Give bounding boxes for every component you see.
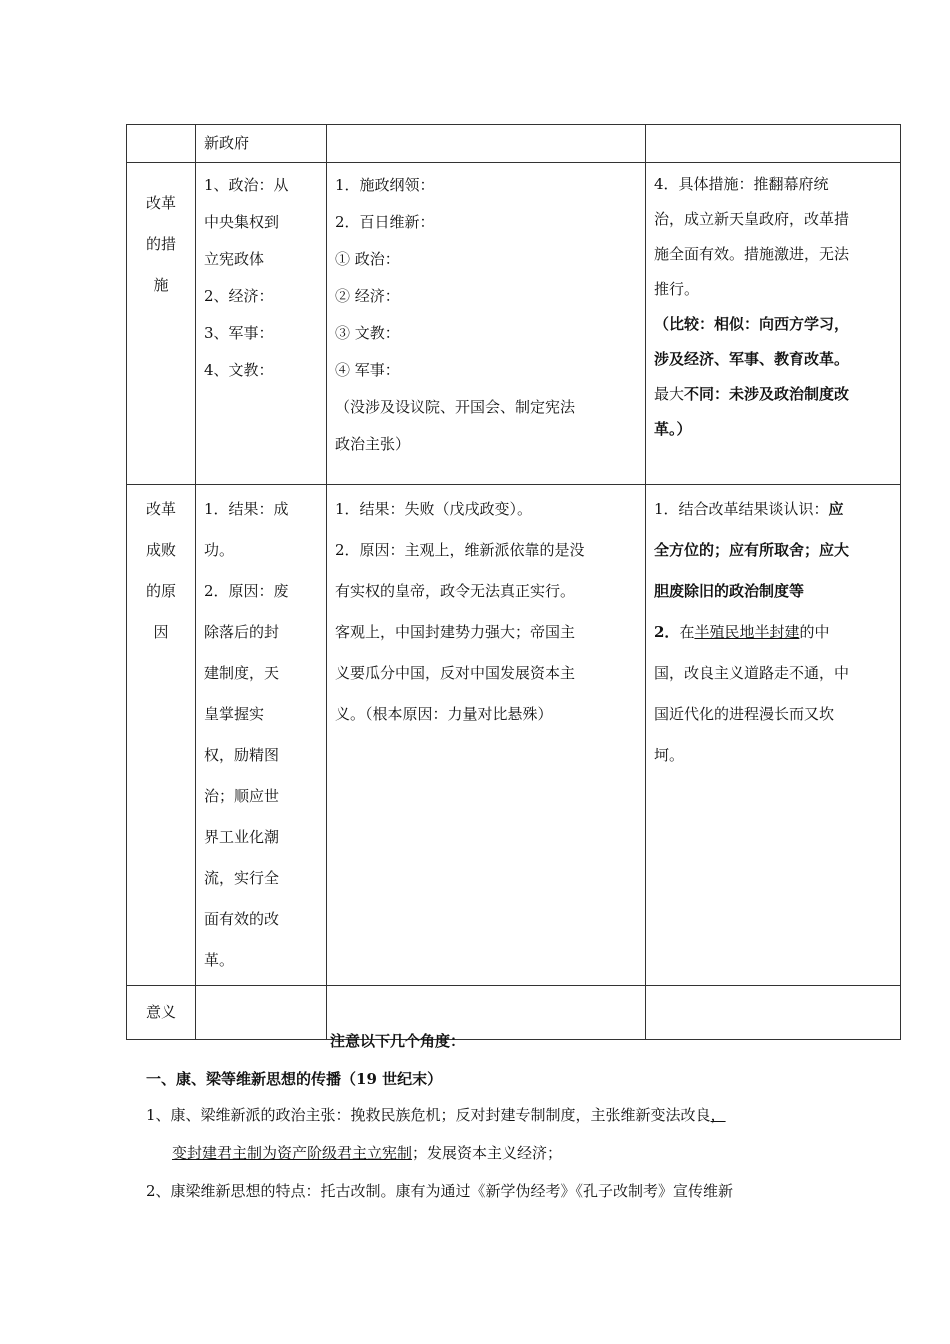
paragraph-text: 1、康、梁维新派的政治主张：挽救民族危机；反对封建专制制度，主张维新变法改良 (146, 1106, 711, 1124)
cell-text: 新政府 (204, 134, 250, 152)
cell-line: 国近代化的进程漫长而又坎 (654, 705, 835, 723)
cell-line: ② 经济： (335, 287, 400, 305)
section-heading: 一、康、梁等维新思想的传播（19 世纪末） (146, 1070, 443, 1088)
cell-line: ④ 军事： (335, 361, 400, 379)
row-header-text: 意义 (145, 1003, 176, 1021)
cell-line: ① 政治： (335, 250, 400, 268)
cell-line: 2．百日维新： (335, 213, 435, 231)
table-row (127, 163, 901, 485)
paragraph-line (146, 1104, 726, 1125)
table-cell (646, 986, 901, 1040)
row-header-text: 改革 (145, 194, 176, 212)
cell-line: 界工业化潮 (204, 828, 280, 846)
underlined-text: 变封建君主制为资产阶级君主立宪制 (172, 1144, 413, 1162)
cell-line: 革。 (204, 951, 235, 969)
cell-text-bold: 不同：未涉及政治制度改 (684, 385, 850, 403)
cell-line: 2．原因：主观上，维新派依靠的是没 (335, 541, 585, 559)
row-header-text: 的原 (145, 582, 176, 600)
row-header-text: 成败 (145, 541, 176, 559)
reform-comparison-table (126, 124, 901, 1040)
cell-line: 2．原因：废 (204, 582, 289, 600)
cell-line: 立宪政体 (204, 250, 265, 268)
cell-line-bold: 胆废除旧的政治制度等 (654, 582, 805, 600)
cell-text: 最大 (654, 385, 685, 403)
table-cell (327, 163, 646, 485)
cell-line: 中央集权到 (204, 213, 280, 231)
paragraph-text: ；发展资本主义经济； (412, 1144, 563, 1162)
table-cell (327, 485, 646, 986)
cell-line: 除落后的封 (204, 623, 280, 641)
cell-text: 1．结合改革结果谈认识： (654, 500, 829, 518)
cell-text-bold: 应 (828, 500, 844, 518)
paragraph-line: 2、康梁维新思想的特点：托古改制。康有为通过《新学伪经考》《孔子改制考》宣传维新 (146, 1182, 734, 1200)
cell-line: 4、文教： (204, 361, 274, 379)
cell-line-bold: 革。） (654, 420, 692, 438)
cell-line: 客观上，中国封建势力强大；帝国主 (335, 623, 576, 641)
cell-line: 政治主张） (335, 435, 411, 453)
cell-line: 权，励精图 (204, 746, 280, 764)
cell-line-bold: 涉及经济、军事、教育改革。 (654, 350, 850, 368)
paragraph-line (172, 1142, 562, 1163)
cell-line: 4．具体措施：推翻幕府统 (654, 175, 829, 193)
cell-line: 2、经济： (204, 287, 274, 305)
row-header-significance (127, 986, 196, 1040)
cell-line-bold: 全方位的；应有所取舍；应大 (654, 541, 850, 559)
cell-line: 皇掌握实 (204, 705, 265, 723)
underlined-text: ， (710, 1106, 726, 1124)
cell-line: 有实权的皇帝，政令无法真正实行。 (335, 582, 576, 600)
row-header-text: 改革 (145, 500, 176, 518)
cell-line: 义。（根本原因：力量对比悬殊） (335, 705, 553, 723)
notes-title: 注意以下几个角度： (330, 1032, 466, 1050)
cell-line-bold: （比较：相似：向西方学习， (654, 315, 850, 333)
cell-line: 坷。 (654, 746, 685, 764)
cell-line (654, 612, 892, 653)
table-cell (127, 125, 196, 163)
cell-text-bold: 2． (654, 623, 680, 641)
cell-line (654, 489, 892, 530)
cell-text: 的中 (799, 623, 830, 641)
cell-line: 推行。 (654, 280, 700, 298)
table-row (127, 986, 901, 1040)
row-header-text: 因 (153, 623, 169, 641)
table-cell (646, 485, 901, 986)
cell-line: 1．施政纲领： (335, 176, 435, 194)
cell-line: ③ 文教： (335, 324, 400, 342)
cell-line: （没涉及设议院、开国会、制定宪法 (335, 398, 576, 416)
row-header-measures (127, 163, 196, 485)
table-cell (327, 125, 646, 163)
cell-line: 1．结果：成 (204, 500, 289, 518)
underlined-text: 半殖民地半封建 (694, 623, 800, 641)
table-cell (646, 163, 901, 485)
cell-line (654, 377, 892, 412)
cell-line: 治；顺应世 (204, 787, 280, 805)
cell-line: 面有效的改 (204, 910, 280, 928)
cell-line: 1．结果：失败（戊戌政变）。 (335, 500, 533, 518)
table-row (127, 485, 901, 986)
row-header-causes (127, 485, 196, 986)
cell-line: 施全面有效。措施激进，无法 (654, 245, 850, 263)
cell-line: 3、军事： (204, 324, 274, 342)
row-header-text: 施 (153, 276, 169, 294)
cell-line: 国，改良主义道路走不通，中 (654, 664, 850, 682)
table-row (127, 125, 901, 163)
table-cell (196, 125, 327, 163)
table-cell (196, 485, 327, 986)
cell-line: 流，实行全 (204, 869, 280, 887)
cell-line: 1、政治：从 (204, 176, 289, 194)
table-cell (196, 986, 327, 1040)
table-cell (196, 163, 327, 485)
cell-text: 在 (679, 623, 695, 641)
cell-line: 功。 (204, 541, 235, 559)
cell-line: 治，成立新天皇政府，改革措 (654, 210, 850, 228)
cell-line: 建制度，天 (204, 664, 280, 682)
row-header-text: 的措 (145, 235, 176, 253)
table-cell (646, 125, 901, 163)
cell-line: 义要瓜分中国，反对中国发展资本主 (335, 664, 576, 682)
